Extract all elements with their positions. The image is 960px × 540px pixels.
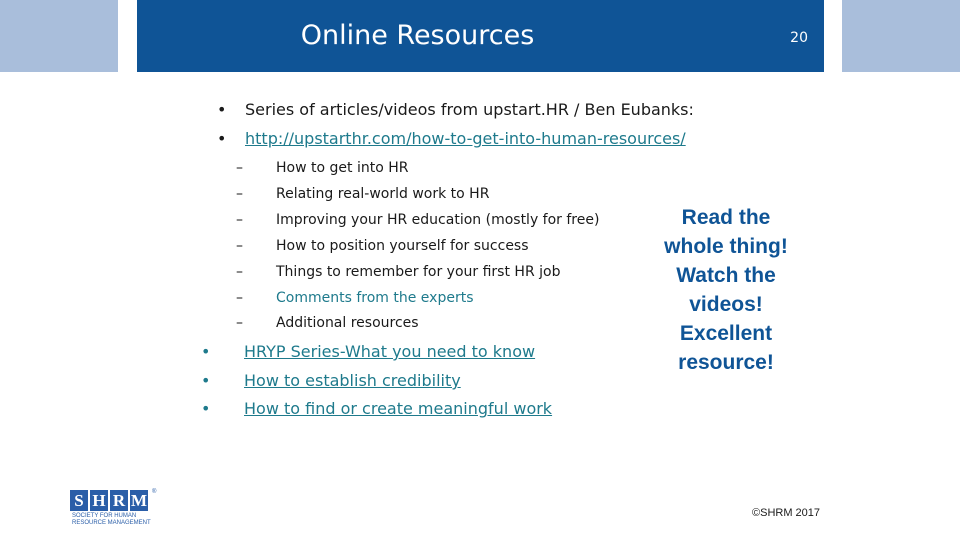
callout-line: whole thing! bbox=[664, 235, 788, 258]
title-bar bbox=[137, 0, 824, 72]
sub-item-text: Comments from the experts bbox=[276, 290, 474, 306]
slide-title: Online Resources bbox=[300, 20, 535, 51]
bullet-marker: • bbox=[201, 342, 211, 361]
callout-text bbox=[640, 203, 812, 377]
sub-item-text: How to position yourself for success bbox=[276, 238, 529, 254]
slide-number: 20 bbox=[790, 30, 808, 46]
logo-letter: M bbox=[130, 491, 148, 510]
callout-line: Excellent bbox=[679, 322, 773, 345]
establish-credibility-link[interactable]: How to establish credibility bbox=[244, 371, 461, 390]
logo-letter: H bbox=[90, 490, 108, 511]
sub-marker: – bbox=[236, 290, 243, 306]
hryp-series-link[interactable]: HRYP Series-What you need to know bbox=[244, 342, 536, 361]
shrm-logo bbox=[70, 489, 157, 528]
sub-marker: – bbox=[236, 238, 243, 254]
callout-line: Watch the bbox=[676, 264, 776, 287]
copyright-text: ©SHRM 2017 bbox=[752, 507, 821, 519]
sub-marker: – bbox=[236, 264, 243, 280]
bullet-text: Series of articles/videos from upstart.HR / Ben Eubanks: bbox=[245, 100, 694, 119]
sub-marker: – bbox=[236, 315, 243, 331]
logo-letters bbox=[70, 490, 148, 511]
callout-line: Read the bbox=[681, 206, 771, 229]
upstarthr-link[interactable]: http://upstarthr.com/how-to-get-into-human-resources/ bbox=[245, 129, 686, 148]
sub-item-text: Relating real-world work to HR bbox=[276, 186, 490, 202]
bullet-marker: • bbox=[217, 100, 227, 119]
header-side-block-right bbox=[842, 0, 960, 72]
logo-letter: R bbox=[110, 490, 128, 511]
sub-item-text: Things to remember for your first HR job bbox=[276, 264, 561, 280]
bullet-marker: • bbox=[217, 129, 227, 148]
logo-tagline: SOCIETY FOR HUMAN RESOURCE MANAGEMENT bbox=[72, 513, 151, 526]
bullet-marker: • bbox=[201, 399, 211, 418]
logo-letter: S bbox=[70, 490, 88, 511]
sub-item-text: Improving your HR education (mostly for free) bbox=[276, 212, 600, 228]
callout-line: videos! bbox=[689, 293, 763, 316]
sub-item-text: Additional resources bbox=[276, 315, 419, 331]
meaningful-work-link[interactable]: How to find or create meaningful work bbox=[244, 399, 553, 418]
sub-marker: – bbox=[236, 186, 243, 202]
callout-line: resource! bbox=[678, 351, 774, 374]
sub-item-text: How to get into HR bbox=[276, 160, 409, 176]
logo-registered-mark: ® bbox=[152, 489, 157, 495]
bullet-marker: • bbox=[201, 371, 211, 390]
sub-marker: – bbox=[236, 212, 243, 228]
sub-marker: – bbox=[236, 160, 243, 176]
